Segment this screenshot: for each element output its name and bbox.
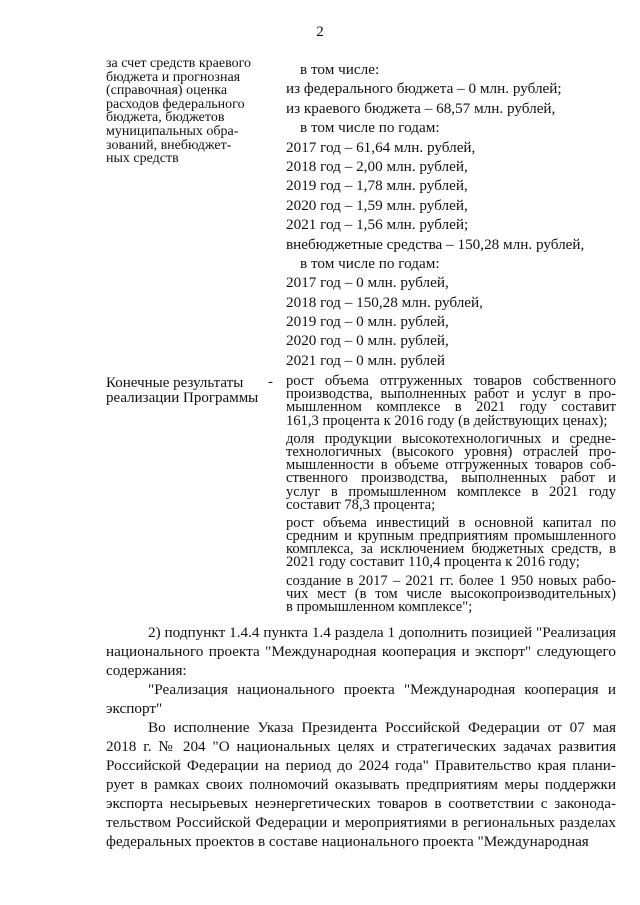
body-line: экспорт" [106, 700, 163, 717]
result-line: мышленном комплексе в 2021 году составит [286, 399, 616, 416]
result-line: средним и крупным предприятиям промышленного [286, 528, 616, 545]
result-line: комплекса, за исключением бюджетных средств, в [286, 541, 616, 558]
funding-label [106, 57, 262, 166]
results-label [106, 376, 262, 406]
body-line: 2) подпункт 1.4.4 пункта 1.4 раздела 1 дополнить позицией "Реализация [148, 624, 616, 641]
funding-line: в том числе: [300, 61, 380, 78]
body-line: федеральных проектов в составе национального проекта "Международная [106, 833, 589, 850]
funding-line: 2020 год – 1,59 млн. рублей, [286, 196, 468, 214]
result-line: услуг в промышленном комплексе в 2021 году [286, 483, 616, 500]
funding-line: 2021 год – 0 млн. рублей [286, 351, 445, 369]
result-item [286, 514, 616, 571]
results-dash: - [268, 374, 273, 390]
body-line: рует в рамках своих полномочий оказывать предприятиям меры поддержки [106, 776, 616, 793]
funding-line: 2017 год – 61,64 млн. рублей, [286, 138, 476, 156]
result-item [286, 375, 616, 428]
result-line: составит 78,3 процента; [286, 496, 436, 513]
result-line: создание в 2017 – 2021 гг. более 1 950 новых рабо- [286, 572, 616, 589]
body-line: Российской Федерации на период до 2024 года" Правительство края плани- [106, 757, 616, 774]
body-line: тельством Российской Федерации и мероприятиями в региональных разделах [106, 814, 616, 831]
result-line: производства, выполненных работ и услуг в про- [286, 386, 616, 403]
funding-line: в том числе по годам: [300, 254, 440, 272]
section-heading-paragraph [106, 680, 616, 718]
funding-label-line: бюджета и прогнозная [106, 69, 241, 85]
result-item [286, 572, 616, 615]
funding-label-line: за счет средств краевого [106, 56, 251, 71]
funding-label-line: (справочная) оценка [106, 83, 228, 99]
funding-details [286, 60, 616, 370]
body-line: экспорта несырьевых неэнергетических товаров в соответствии с законода- [106, 795, 616, 812]
results-label-line: реализации Программы [106, 390, 259, 406]
funding-label-line: муниципальных обра- [106, 123, 239, 139]
funding-line: 2019 год – 1,78 млн. рублей, [286, 177, 468, 195]
body-line: национального проекта "Международная кооперация и экспорт" следующего [106, 643, 616, 660]
funding-label-line: ных средств [106, 151, 179, 167]
result-line: чих мест (в том числе высокопроизводительных) [286, 585, 616, 602]
result-item [286, 430, 616, 513]
funding-line: 2017 год – 0 млн. рублей, [286, 274, 449, 292]
result-line: 161,3 процента к 2016 году (в действующих ценах); [286, 412, 608, 429]
funding-line: 2020 год – 0 млн. рублей, [286, 332, 449, 350]
result-line: ственного производства, выполненных работ и [286, 470, 616, 487]
body-line: 2018 г. № 204 "О национальных целях и стратегических задачах развития [106, 738, 616, 755]
funding-label-line: бюджета, бюджетов [106, 110, 225, 126]
result-line: в промышленном комплексе"; [286, 599, 473, 615]
funding-label-line: зований, внебюджет- [106, 137, 232, 153]
page-number: 2 [316, 24, 324, 40]
result-line: рост объема инвестиций в основной капитал по [286, 514, 616, 531]
decree-paragraph [106, 718, 616, 851]
funding-label-line: расходов федерального [106, 96, 245, 112]
result-line: рост объема отгруженных товаров собственного [286, 373, 616, 389]
body-line: содержания: [106, 662, 187, 679]
body-line: Во исполнение Указа Президента Российской Федерации от 07 мая [148, 719, 616, 736]
results-details [286, 375, 616, 619]
result-line: 2021 году составит 110,4 процента к 2016 году; [286, 554, 580, 571]
funding-line: в том числе по годам: [300, 119, 440, 137]
funding-line: 2021 год – 1,56 млн. рублей; [286, 216, 469, 234]
funding-line: из федерального бюджета – 0 млн. рублей; [286, 80, 562, 98]
funding-line: внебюджетные средства – 150,28 млн. рублей, [286, 235, 585, 253]
amendment-paragraph [106, 623, 616, 680]
results-label-line: Конечные результаты [106, 375, 244, 391]
funding-line: 2018 год – 150,28 млн. рублей, [286, 293, 483, 311]
result-line: доля продукции высокотехнологичных и средне- [286, 430, 616, 447]
result-line: мышленности в объеме отгруженных товаров соб- [286, 457, 616, 474]
funding-line: 2019 год – 0 млн. рублей, [286, 313, 449, 331]
funding-line: 2018 год – 2,00 млн. рублей, [286, 157, 468, 175]
result-line: технологичных (высокого уровня) отраслей про- [286, 443, 616, 460]
funding-line: из краевого бюджета – 68,57 млн. рублей, [286, 99, 556, 117]
body-line: "Реализация национального проекта "Международная кооперация и [148, 681, 616, 698]
